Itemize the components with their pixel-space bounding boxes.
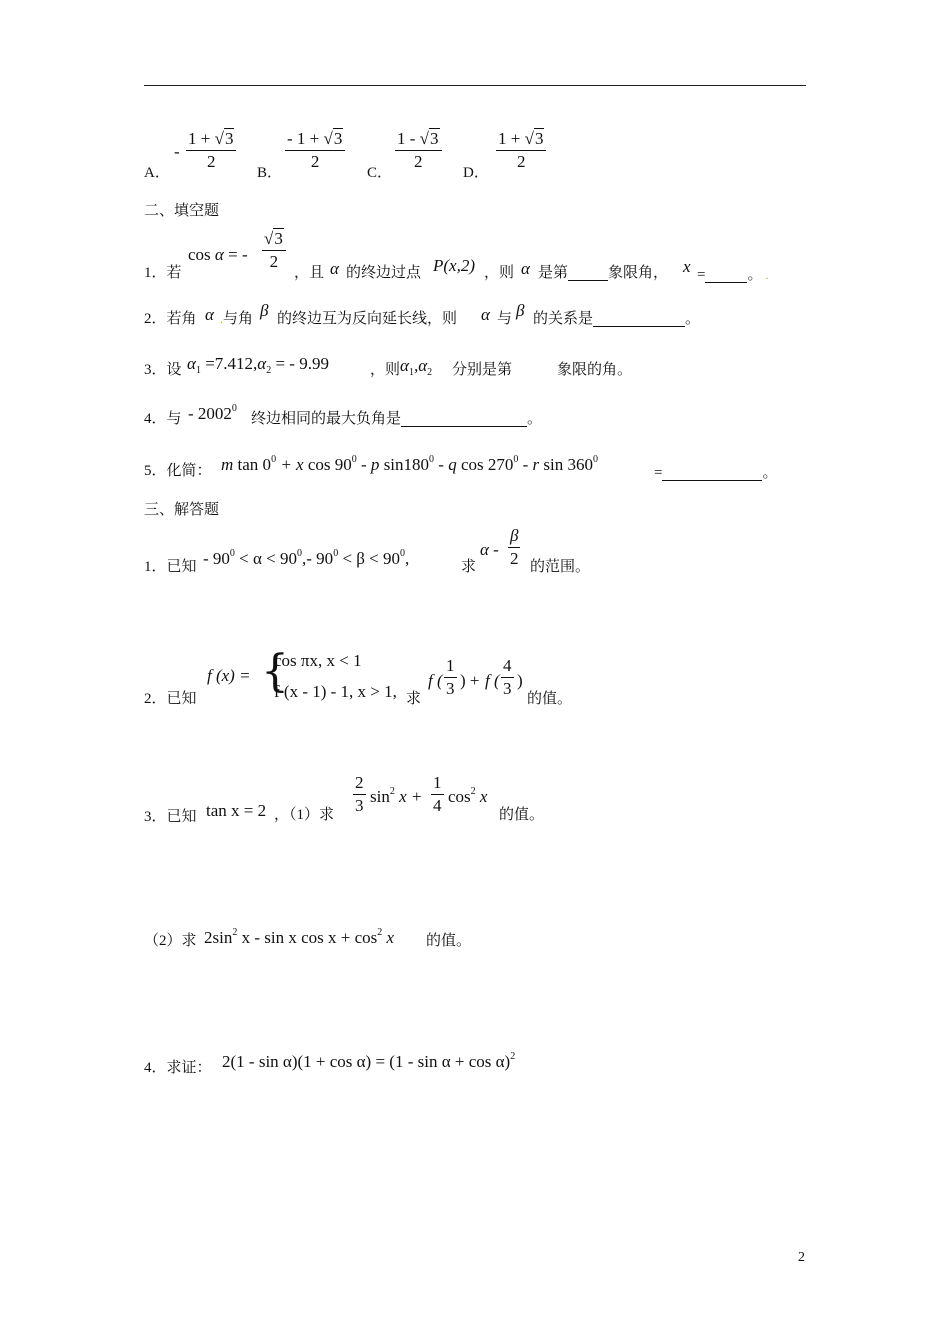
s3-q2-f2: f ( [485, 671, 500, 690]
section3-title: 三、解答题 [144, 502, 220, 518]
header-rule [144, 85, 806, 86]
choice-c-fraction: $\frac{1 - √3}{2}$ [395, 130, 442, 170]
s2-q1-point: P(x,2) [433, 256, 476, 275]
s2-q3-t6: 分别是第 [452, 362, 513, 378]
s3-q2-brace: { [261, 646, 289, 697]
s2-q1-end: = 。 . [697, 267, 769, 283]
s2-q1-t2: 的终边过点 [346, 265, 422, 281]
choice-a-fraction: $\frac{1 + √3}{2}$ [186, 130, 236, 170]
s3-q3-t2: 的值。 [499, 807, 545, 823]
s2-q2-t2: 的终边互为反向延长线，则 [277, 311, 458, 327]
s2-q1-t3: ，则 [484, 265, 515, 281]
s2-q3-t1: ，则 [370, 362, 401, 378]
s2-q4-num: 4．与 [144, 411, 182, 427]
s3-q4-expr: $2(1 - \sin \alpha)(1 + \cos \alpha) = (1 - \sin \alpha + \cos \alpha)^2$ [222, 1051, 516, 1071]
s2-q5-num: 5．化简： [144, 463, 212, 479]
s2-q2-beta: β [260, 301, 269, 320]
s3-q1-t2: 的范围。 [530, 559, 591, 575]
s3-q3-t1: ，（1）求 [274, 807, 335, 823]
s2-q2-alpha2: α [481, 305, 490, 324]
s3-q1-expr: - $90^0 < \alpha < 90^0,-$ $90^0 < \beta < 90^0$, [203, 548, 410, 568]
s2-q2-t3: 与 [497, 311, 513, 327]
s3-q2-frac1: $\frac{1}{3}$ [446, 656, 455, 698]
choice-c-label: C． [367, 165, 393, 181]
page-number: 2 [798, 1250, 805, 1265]
s3-q1-num: 1．已知 [144, 559, 197, 575]
s3-q2-f1: f ( [428, 671, 443, 690]
s3-q1-t1: 求 [461, 559, 477, 575]
s3-q2-case1: cos πx, x < 1 [274, 651, 362, 670]
s2-q1-cos: cos α = - [188, 245, 248, 264]
choice-d-label: D． [463, 165, 489, 181]
s3-q3-expr1: $\sin^2 x$ + [370, 786, 423, 806]
s3-q4-num: 4．求证： [144, 1060, 212, 1076]
choice-a-label: A． [144, 165, 170, 181]
s2-q1-x: x [683, 257, 691, 276]
choice-d-fraction: $\frac{1 + √3}{2}$ [496, 130, 546, 170]
s3-q2-p2: ) [517, 671, 523, 690]
s2-q1-t4: 是第 象限角， [538, 265, 669, 281]
s2-q4-val: - 2002$^0$ [188, 403, 237, 423]
s2-q3-expr: $\alpha_1 =7.412,\alpha_2$ = - 9.99 [187, 354, 329, 376]
s2-q3-num: 3．设 [144, 362, 182, 378]
s3-q3-expr2: $\cos^2 x$ [448, 786, 488, 806]
s3-q2-num: 2．已知 [144, 691, 197, 707]
s3-q2-case2: f (x - 1) - 1, x > 1, [274, 682, 397, 701]
s2-q2-t4: 的关系是 。 [533, 311, 701, 327]
s3-q3-num: 3．已知 [144, 809, 197, 825]
s2-q5-expr: m $\tan 0^0 + x$ $\cos 90^0$ - p $\sin 180^0$ - q $\cos 270^0$ - r $\sin 360^0$ [221, 454, 598, 474]
s3-q3-p2-end: 的值。 [426, 933, 472, 949]
s2-q1-alpha2: α [521, 259, 530, 278]
s2-q3-alphas: $\alpha_1,\alpha_2$ [400, 356, 433, 378]
s2-q1-fraction: $\frac{√3}{2}$ [262, 230, 286, 270]
s3-q3-cond: tan x = 2 [206, 801, 267, 820]
s3-q3-frac2: $\frac{1}{4}$ [433, 773, 442, 815]
s2-q3-t7: 象限的角。 [557, 362, 633, 378]
s2-q4-t1: 终边相同的最大负角是 。 [251, 411, 543, 427]
s2-q2-num: 2．若角 [144, 311, 197, 327]
s3-q2-t2: 的值。 [527, 691, 573, 707]
s3-q3-frac1: $\frac{2}{3}$ [355, 773, 364, 815]
s3-q2-frac2: $\frac{4}{3}$ [503, 656, 512, 698]
section2-title: 二、填空题 [144, 203, 220, 219]
s3-q3-p2-label: （2）求 [144, 933, 197, 949]
s3-q1-fraction: $\frac{\beta}{2}$ [509, 526, 519, 568]
s2-q1-alpha: α [330, 259, 339, 278]
s2-q5-end: = 。 [654, 465, 778, 481]
s3-q1-alpha: α - [480, 540, 499, 559]
s2-q2-beta2: β [516, 301, 525, 320]
s2-q2-alpha: α [205, 305, 214, 324]
s2-q2-t1: .与角 [220, 311, 254, 327]
s2-q1-num: 1．若 [144, 265, 182, 281]
s2-q1-t1: ，且 [294, 265, 325, 281]
choice-a-sign: - [174, 142, 180, 161]
s3-q2-fx: f (x) = [207, 666, 251, 685]
s3-q3-p2-expr: $2\sin^2$ x - sin x $\cos x + \cos^2 x$ [204, 927, 395, 947]
choice-b-fraction: $\frac{- 1 + √3}{2}$ [285, 130, 345, 170]
s3-q2-t1: 求 [406, 691, 422, 707]
s3-q2-p1: ) + [460, 671, 480, 690]
choice-b-label: B． [257, 165, 283, 181]
